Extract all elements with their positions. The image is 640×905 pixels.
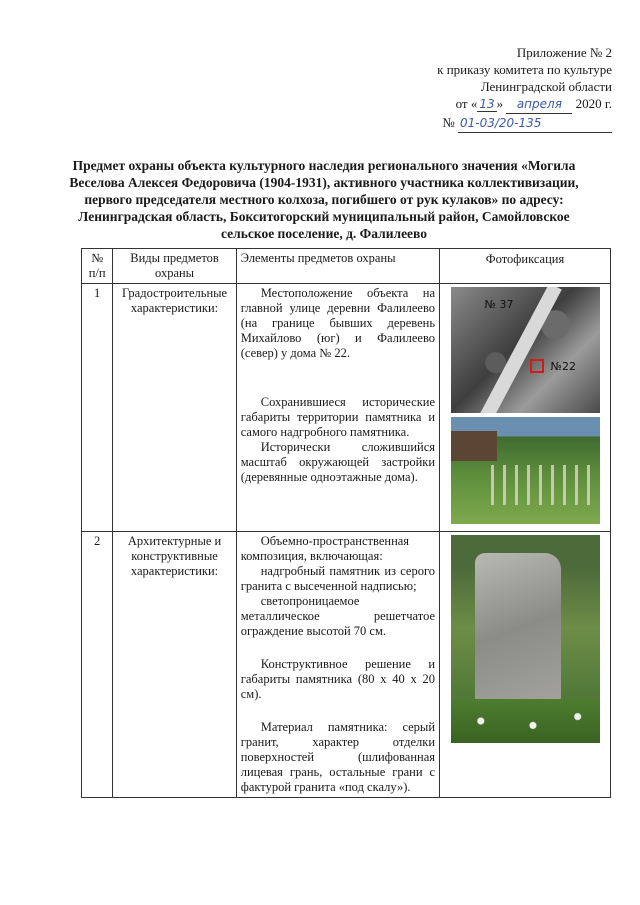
date-month: апреля bbox=[506, 96, 572, 114]
date-prefix: от « bbox=[455, 96, 478, 111]
date-day: 13 bbox=[479, 97, 495, 111]
row2-p5: Материал памятника: серый гранит, характер отделки поверхностей (шлифованная лицевая грань, остальные грани с фактурой гранита «под скалу»). bbox=[240, 720, 436, 794]
date-year: 2020 г. bbox=[575, 96, 612, 111]
row2-elements bbox=[236, 532, 439, 798]
header-photo: Фотофиксация bbox=[440, 249, 611, 284]
appendix-date bbox=[437, 95, 612, 114]
date-mid: » bbox=[496, 96, 504, 111]
table-row bbox=[82, 284, 611, 532]
appendix-number bbox=[437, 114, 612, 133]
appendix-line2: к приказу комитета по культуре bbox=[437, 62, 612, 77]
row1-photos bbox=[440, 284, 611, 532]
row2-p3: светопроницаемое металлическое решетчатое ограждение высотой 70 см. bbox=[240, 594, 436, 638]
document-title: Предмет охраны объекта культурного наследия регионального значения «Могила Веселова Алексея Федоровича (1904-1931), активного участника коллективизации, первого председателя местного колхоза, погибшего от рук кулаков» по адресу: Ленинградская область, Бокситогорский муниципальный район, Самойловское сельское поселение, д. Фалилеево bbox=[69, 158, 579, 241]
aerial-map-photo bbox=[451, 287, 600, 413]
row1-elements bbox=[236, 284, 439, 532]
row2-p1: Объемно-пространственная композиция, включающая: bbox=[240, 534, 410, 563]
table-row bbox=[82, 532, 611, 798]
header-elements: Элементы предметов охраны bbox=[236, 249, 439, 284]
header-num: № п/п bbox=[82, 249, 113, 284]
row2-p4: Конструктивное решение и габариты памятника (80 х 40 х 20 см). bbox=[240, 657, 436, 701]
appendix-line3: Ленинградской области bbox=[480, 79, 612, 94]
location-marker-icon bbox=[530, 359, 544, 373]
appendix-header bbox=[437, 44, 612, 133]
gravestone-photo bbox=[451, 535, 600, 743]
row2-photos bbox=[440, 532, 611, 798]
protection-table bbox=[81, 248, 611, 798]
row1-kind: Градостроительные характеристики: bbox=[113, 284, 236, 532]
row1-p3: Исторически сложившийся масштаб окружающей застройки (деревянные одноэтажные дома). bbox=[240, 440, 436, 484]
number-value: 01-03/20-135 bbox=[458, 115, 612, 133]
row2-p2: надгробный памятник из серого гранита с высеченной надписью; bbox=[240, 564, 436, 593]
number-prefix: № bbox=[442, 115, 455, 130]
row2-kind: Архитектурные и конструктивные характеристики: bbox=[113, 532, 236, 798]
row1-p2: Сохранившиеся исторические габариты территории памятника и самого надгробного памятника. bbox=[240, 395, 436, 439]
row2-num: 2 bbox=[82, 532, 113, 798]
table-header-row bbox=[82, 249, 611, 284]
map-label-22: №22 bbox=[550, 360, 576, 373]
map-label-37: № 37 bbox=[484, 298, 514, 311]
header-kind: Виды предметов охраны bbox=[113, 249, 236, 284]
row1-num: 1 bbox=[82, 284, 113, 532]
row1-p1: Местоположение объекта на главной улице деревни Фалилеево (на границе бывших деревень Михайлово (юг) и Фалилеево (север) у дома № 22. bbox=[240, 286, 436, 360]
site-photo bbox=[451, 417, 600, 524]
appendix-line1: Приложение № 2 bbox=[516, 45, 612, 60]
